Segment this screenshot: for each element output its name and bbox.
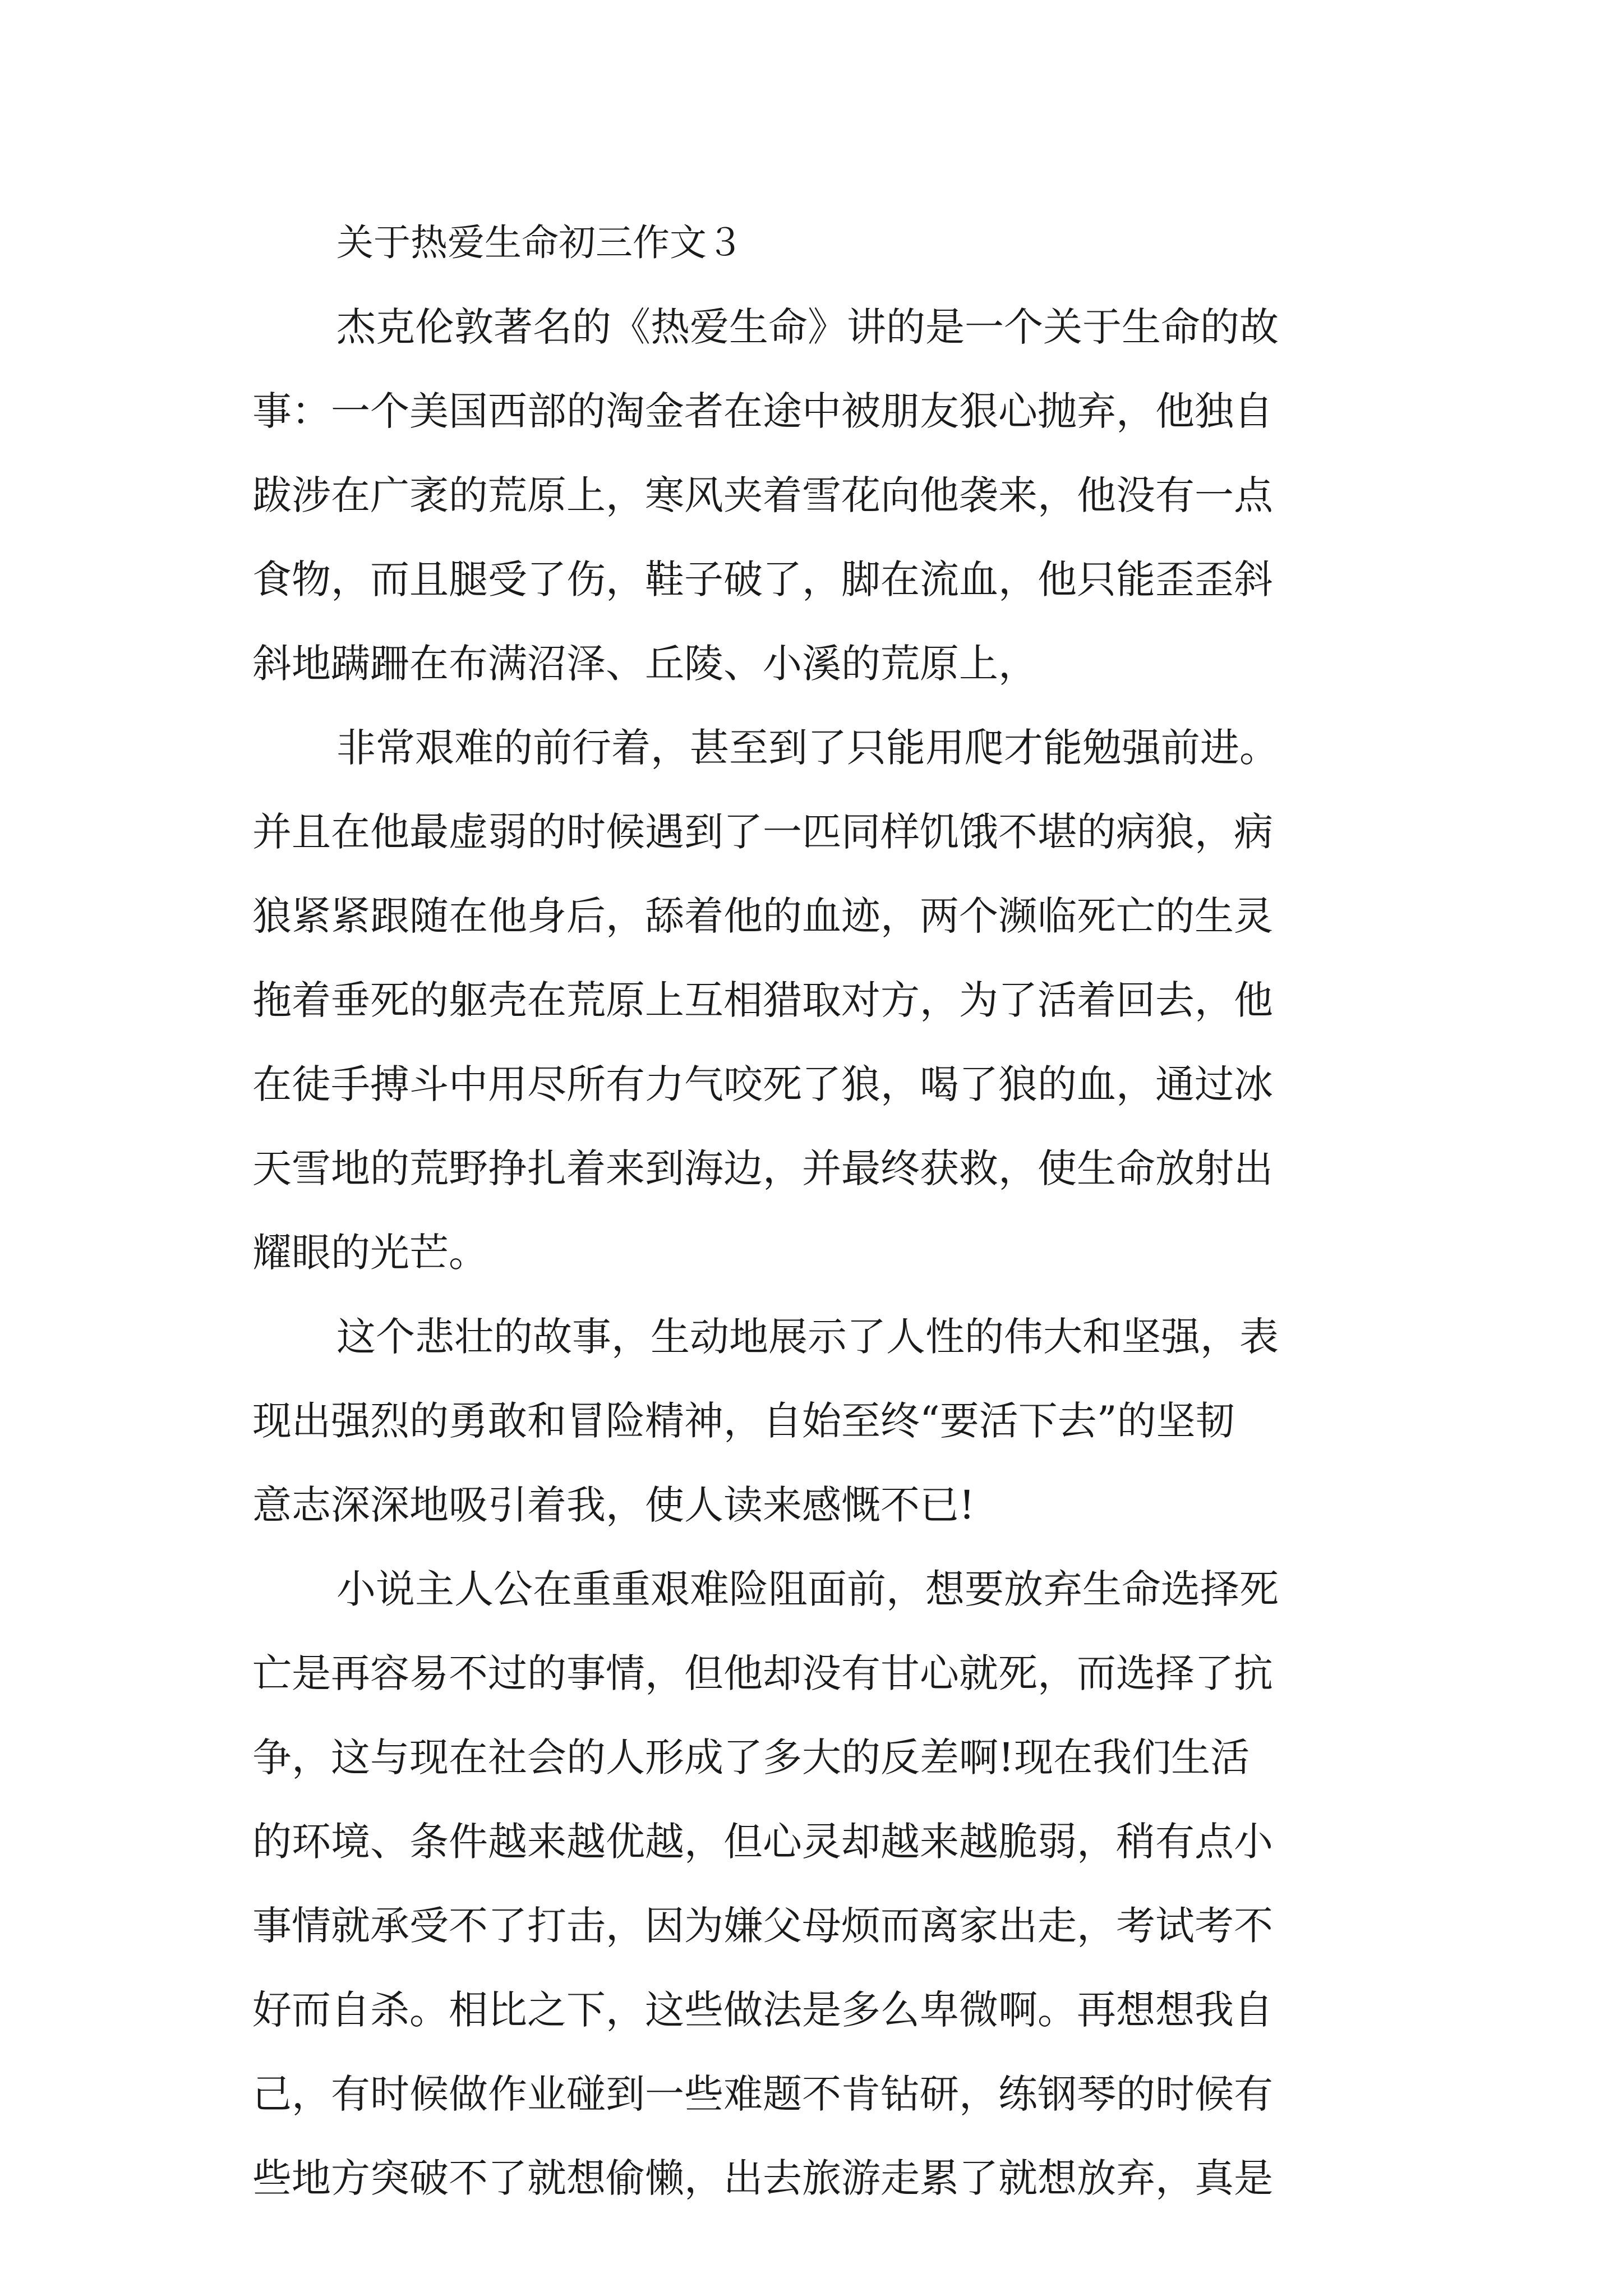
paragraph-2-line-1: 非常艰难的前行着，甚至到了只能用爬才能勉强前进。: [336, 725, 1279, 771]
paragraph-4-line-8: 些地方突破不了就想偷懒，出去旅游走累了就想放弃，真是: [252, 2155, 1273, 2201]
paragraph-2-line-4: 拖着垂死的躯壳在荒原上互相猎取对方，为了活着回去，他: [252, 977, 1273, 1023]
paragraph-2-line-7: 耀眼的光芒。: [252, 1230, 488, 1276]
paragraph-4-line-1: 小说主人公在重重艰难险阻面前，想要放弃生命选择死: [336, 1566, 1279, 1612]
paragraph-4-line-2: 亡是再容易不过的事情，但他却没有甘心就死，而选择了抗: [252, 1650, 1273, 1696]
paragraph-4-line-4: 的环境、条件越来越优越，但心灵却越来越脆弱，稍有点小: [252, 1819, 1273, 1865]
paragraph-1-line-4: 食物，而且腿受了伤，鞋子破了，脚在流血，他只能歪歪斜: [252, 556, 1273, 602]
paragraph-1-line-2: 事：一个美国西部的淘金者在途中被朋友狠心抛弃，他独自: [252, 388, 1273, 434]
paragraph-4-line-3: 争，这与现在社会的人形成了多大的反差啊!现在我们生活: [252, 1734, 1250, 1780]
paragraph-2-line-5: 在徒手搏斗中用尽所有力气咬死了狼，喝了狼的血，通过冰: [252, 1061, 1273, 1107]
paragraph-4-line-6: 好而自杀。相比之下，这些做法是多么卑微啊。再想想我自: [252, 1987, 1273, 2033]
paragraph-3-line-1: 这个悲壮的故事，生动地展示了人性的伟大和坚强，表: [336, 1314, 1279, 1360]
paragraph-3-line-2: 现出强烈的勇敢和冒险精神，自始至终“要活下去”的坚韧: [252, 1398, 1235, 1444]
paragraph-1-line-5: 斜地蹒跚在布满沼泽、丘陵、小溪的荒原上，: [252, 641, 1038, 687]
paragraph-2-line-3: 狼紧紧跟随在他身后，舔着他的血迹，两个濒临死亡的生灵: [252, 893, 1273, 939]
paragraph-3-line-3: 意志深深地吸引着我，使人读来感慨不已!: [252, 1482, 975, 1528]
paragraph-2-line-6: 天雪地的荒野挣扎着来到海边，并最终获救，使生命放射出: [252, 1145, 1273, 1191]
paragraph-4-line-5: 事情就承受不了打击，因为嫌父母烦而离家出走，考试考不: [252, 1903, 1273, 1949]
document-title: 关于热爱生命初三作文３: [336, 221, 744, 264]
paragraph-1-line-1: 杰克伦敦著名的《热爱生命》讲的是一个关于生命的故: [336, 304, 1279, 350]
paragraph-2-line-2: 并且在他最虚弱的时候遇到了一匹同样饥饿不堪的病狼，病: [252, 809, 1273, 855]
paragraph-1-line-3: 跋涉在广袤的荒原上，寒风夹着雪花向他袭来，他没有一点: [252, 472, 1273, 518]
paragraph-4-line-7: 己，有时候做作业碰到一些难题不肯钻研，练钢琴的时候有: [252, 2071, 1273, 2117]
